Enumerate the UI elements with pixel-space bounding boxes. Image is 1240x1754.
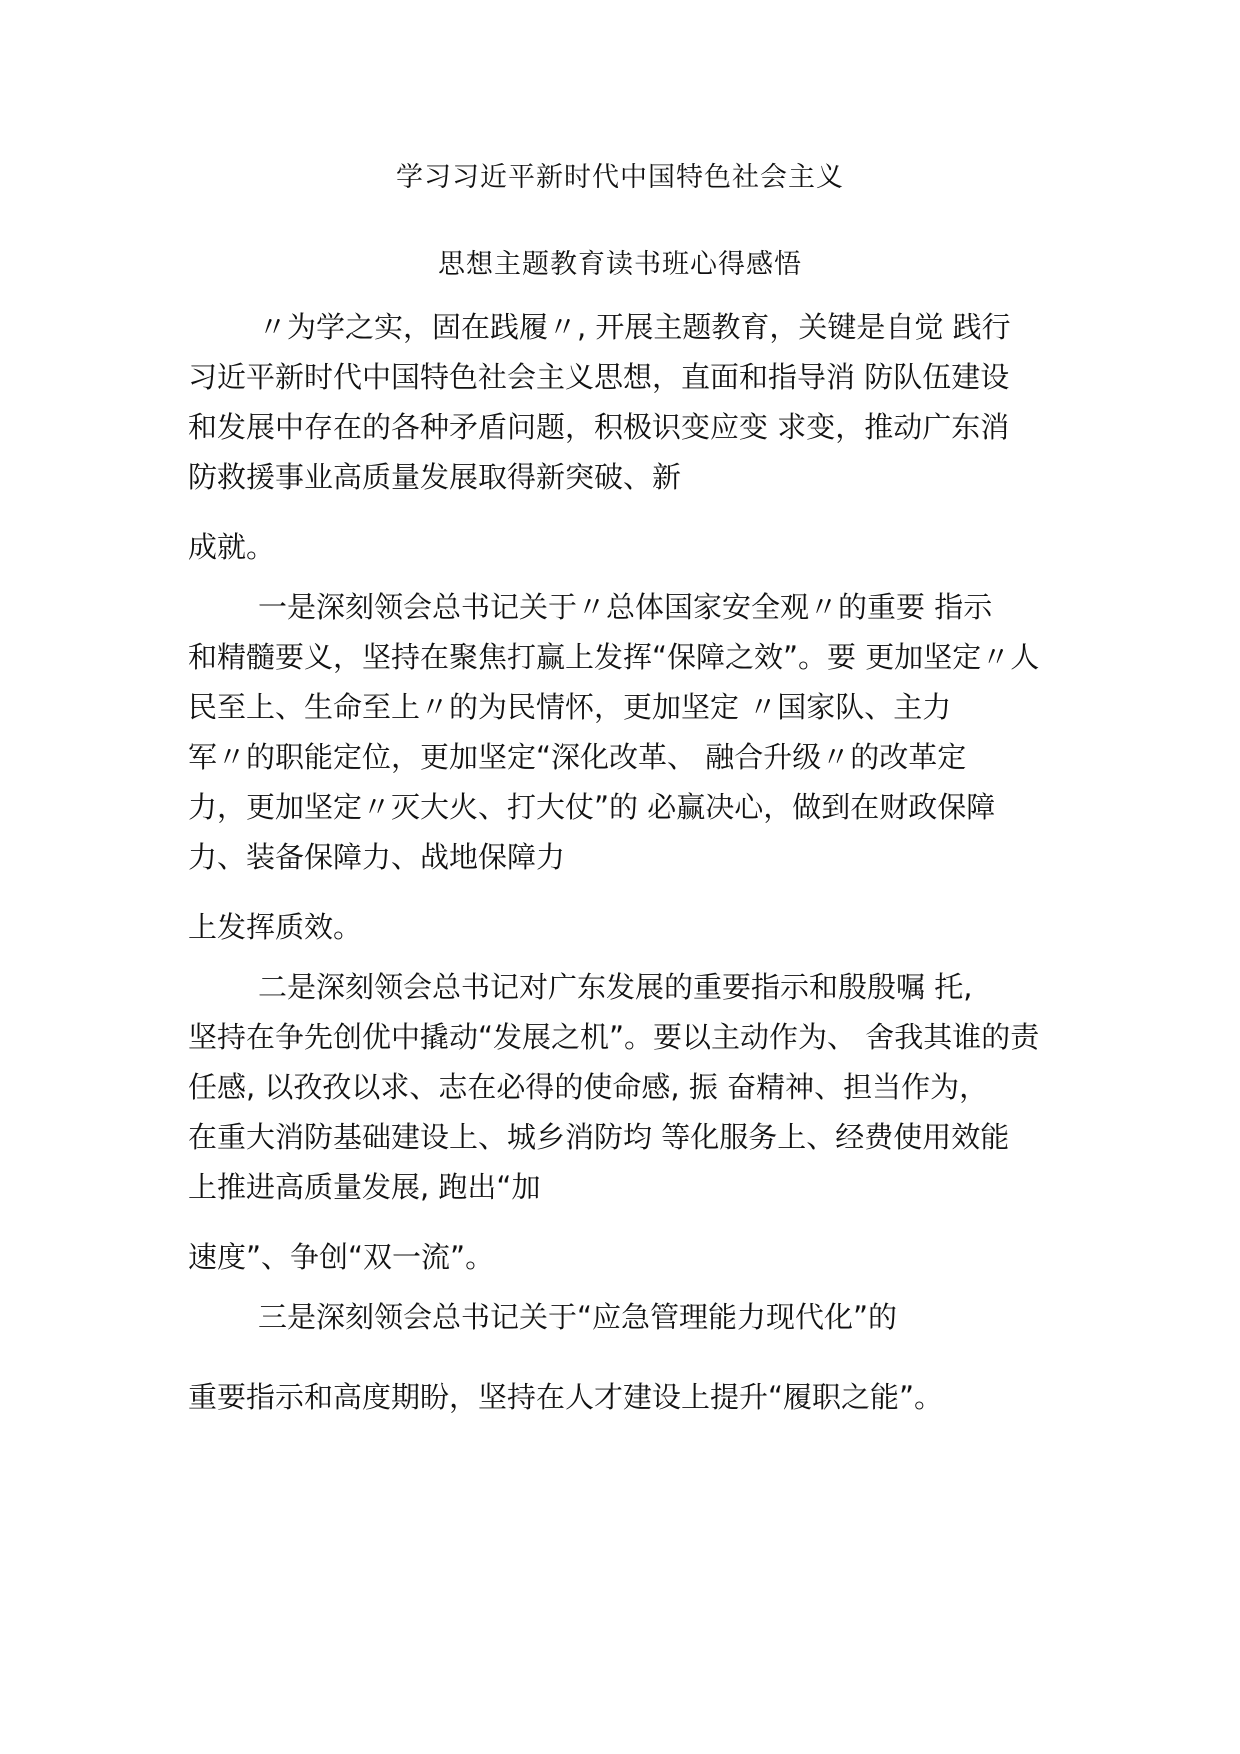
paragraph-line: 坚持在争先创优中撬动“发展之机”。要以主动作为、 舍我其谁的责 [188, 1020, 1040, 1054]
paragraph-line: 上发挥质效。 [188, 910, 363, 944]
paragraph-line: 重要指示和高度期盼，坚持在人才建设上提升“履职之能”。 [188, 1380, 944, 1414]
paragraph-line: 防救援事业高质量发展取得新突破、新 [188, 460, 682, 494]
paragraph-line: 〃为学之实，固在践履〃, 开展主题教育，关键是自觉 践行 [258, 310, 1011, 344]
document-title-line-2: 思想主题教育读书班心得感悟 [438, 249, 802, 280]
paragraph-line: 速度”、争创“双一流”。 [188, 1240, 495, 1274]
paragraph-line: 习近平新时代中国特色社会主义思想，直面和指导消 防队伍建设 [188, 360, 1010, 394]
paragraph-line: 民至上、生命至上〃的为民情怀，更加坚定 〃国家队、主力 [188, 690, 952, 724]
paragraph-line: 三是深刻领会总书记关于“应急管理能力现代化”的 [258, 1300, 898, 1334]
paragraph-line: 任感, 以孜孜以求、志在必得的使命感, 振 奋精神、担当作为， [188, 1070, 989, 1104]
paragraph-line: 成就。 [188, 530, 276, 564]
paragraph-line: 二是深刻领会总书记对广东发展的重要指示和殷殷嘱 托, [258, 970, 973, 1004]
paragraph-line: 上推进高质量发展, 跑出“加 [188, 1170, 541, 1204]
paragraph-line: 力、装备保障力、战地保障力 [188, 840, 566, 874]
paragraph-line: 和精髓要义，坚持在聚焦打赢上发挥“保障之效”。要 更加坚定〃人 [188, 640, 1040, 674]
paragraph-line: 和发展中存在的各种矛盾问题，积极识变应变 求变，推动广东消 [188, 410, 1010, 444]
paragraph-line: 一是深刻领会总书记关于〃总体国家安全观〃的重要 指示 [258, 590, 993, 624]
paragraph-line: 军〃的职能定位，更加坚定“深化改革、 融合升级〃的改革定 [188, 740, 967, 774]
paragraph-line: 在重大消防基础建设上、城乡消防均 等化服务上、经费使用效能 [188, 1120, 1010, 1154]
document-title-line-1: 学习习近平新时代中国特色社会主义 [396, 162, 844, 193]
paragraph-line: 力，更加坚定〃灭大火、打大仗”的 必赢决心，做到在财政保障 [188, 790, 996, 824]
